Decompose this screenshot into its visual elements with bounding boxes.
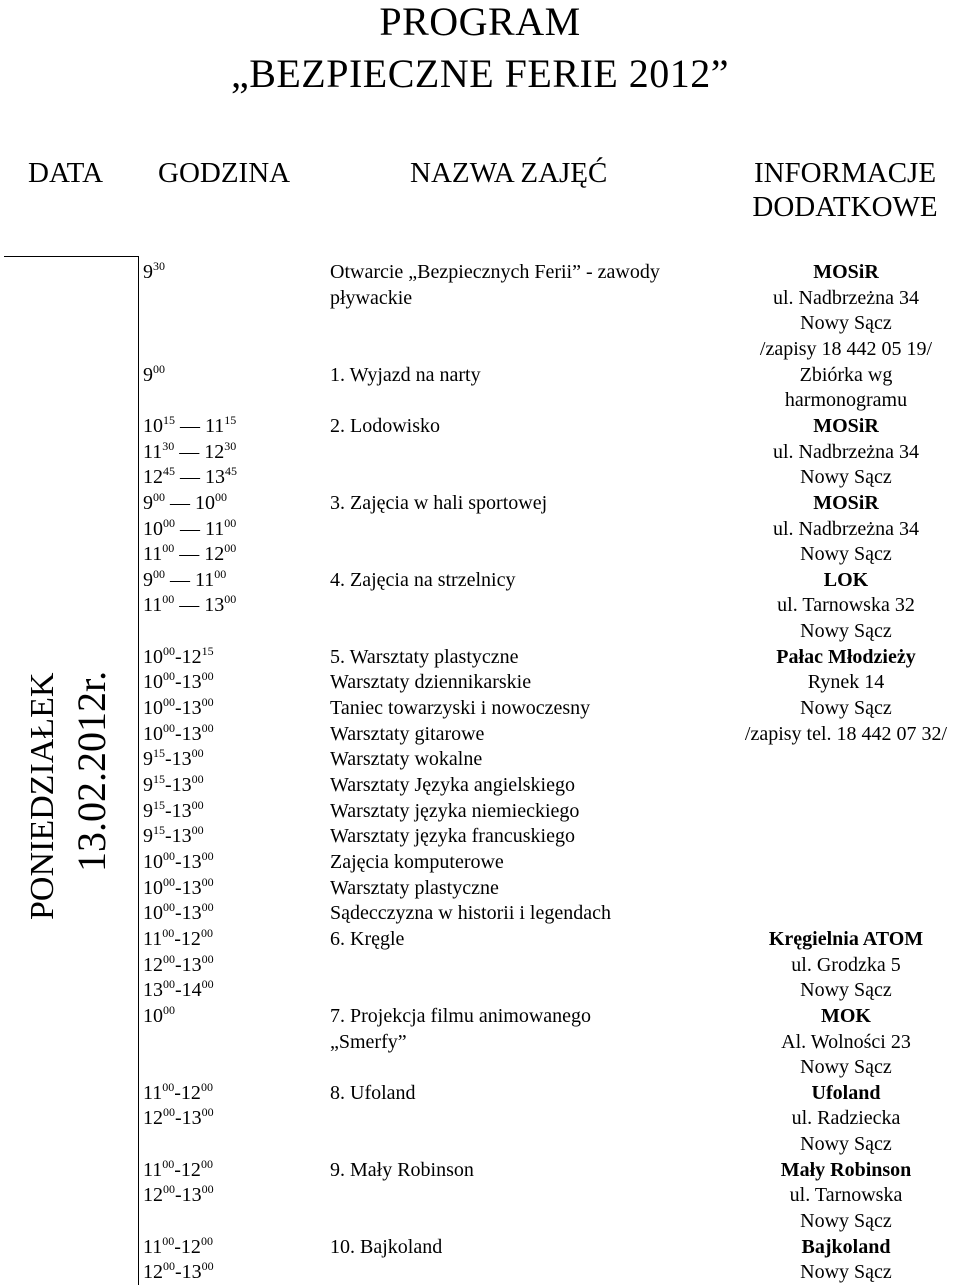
- activity-name: Warsztaty Języka angielskiego: [330, 774, 575, 796]
- time-cell: $10^{00}$: [143, 1002, 175, 1027]
- activity-name: 7. Projekcja filmu animowanego: [330, 1004, 592, 1027]
- info-cell: LOK: [823, 568, 869, 591]
- time-cell: $11^{00}-12^{00}$: [143, 1156, 213, 1181]
- activity-name: 3. Zajęcia w hali sportowej: [330, 491, 548, 514]
- info-cell: MOSiR: [813, 261, 879, 283]
- activity-name: 5. Warsztaty plastyczne: [330, 645, 519, 668]
- info-cell: Nowy Sącz: [800, 620, 892, 643]
- header-informacje: [720, 156, 960, 224]
- activity-name: 9. Mały Robinson: [330, 1158, 474, 1181]
- time-cell: $13^{00}-14^{00}$: [143, 977, 214, 1002]
- time-cell: $10^{00}-13^{00}$: [143, 695, 214, 720]
- time-cell: $9^{15}-13^{00}$: [143, 823, 204, 848]
- date-label: 13.02.2012r.: [69, 670, 114, 872]
- time-cell: $9^{00}$ — $11^{00}$: [143, 566, 227, 591]
- activity-name: pływackie: [330, 286, 413, 309]
- time-cell: $10^{00}$ — $11^{00}$: [143, 515, 237, 540]
- info-cell: Nowy Sącz: [800, 312, 892, 335]
- time-cell: $9^{15}-13^{00}$: [143, 797, 204, 822]
- time-cell: $10^{00}-13^{00}$: [143, 720, 214, 745]
- time-cell: $9^{15}-13^{00}$: [143, 746, 204, 771]
- info-cell: /zapisy 18 442 05 19/: [759, 337, 933, 360]
- time-cell: $11^{00}-12^{00}$: [143, 925, 213, 950]
- info-cell: harmonogramu: [784, 389, 908, 412]
- time-cell: $12^{00}-13^{00}$: [143, 1259, 214, 1284]
- activity-name: Warsztaty plastyczne: [330, 876, 499, 899]
- activity-name: Warsztaty języka niemieckiego: [330, 799, 580, 822]
- info-cell: MOSiR: [813, 414, 879, 437]
- time-cell: $9^{00}$: [143, 361, 165, 386]
- time-cell: $10^{00}-12^{15}$: [143, 643, 214, 668]
- info-cell: Kręgielnia ATOM: [768, 927, 924, 950]
- info-cell: ul. Grodzka 5: [791, 953, 901, 976]
- activity-name: 8. Ufoland: [330, 1081, 416, 1104]
- info-cell: ul. Nadbrzeżna 34: [772, 440, 920, 463]
- activity-name: Warsztaty wokalne: [330, 748, 483, 771]
- time-cell: $11^{30}$ — $12^{30}$: [143, 438, 237, 463]
- info-cell: /zapisy tel. 18 442 07 32/: [744, 722, 948, 745]
- info-cell: Pałac Młodzieży: [776, 645, 916, 668]
- time-cell: $9^{30}$: [143, 259, 165, 283]
- activity-name: 6. Kręgle: [330, 927, 405, 950]
- divider: [4, 256, 138, 257]
- page-subtitle: „BEZPIECZNE FERIE 2012”: [230, 51, 730, 96]
- activity-name: Warsztaty gitarowe: [330, 722, 485, 745]
- info-cell: MOSiR: [813, 491, 879, 514]
- time-cell: $10^{00}-13^{00}$: [143, 669, 214, 694]
- info-cell: Rynek 14: [807, 671, 885, 694]
- info-cell: Zbiórka wg: [799, 363, 893, 386]
- column-divider: [138, 256, 139, 1285]
- page-title: PROGRAM: [379, 0, 581, 44]
- activity-name: Warsztaty dziennikarskie: [330, 671, 532, 694]
- activity-name: 1. Wyjazd na narty: [330, 363, 481, 386]
- info-cell: Nowy Sącz: [800, 1133, 892, 1156]
- time-cell: $12^{00}-13^{00}$: [143, 1105, 214, 1130]
- info-cell: Ufoland: [811, 1081, 881, 1104]
- time-cell: $9^{00}$ — $10^{00}$: [143, 489, 227, 514]
- time-cell: $10^{00}-13^{00}$: [143, 900, 214, 925]
- info-cell: Mały Robinson: [780, 1158, 912, 1181]
- info-cell: ul. Nadbrzeżna 34: [772, 517, 920, 540]
- activity-name: Zajęcia komputerowe: [330, 850, 504, 873]
- time-cell: $11^{00}$ — $12^{00}$: [143, 541, 237, 566]
- activity-name: 2. Lodowisko: [330, 414, 440, 437]
- activity-name: Taniec towarzyski i nowoczesny: [330, 697, 591, 720]
- info-cell: Nowy Sącz: [800, 979, 892, 1002]
- time-cell: $11^{00}-12^{00}$: [143, 1233, 213, 1258]
- info-cell: Nowy Sącz: [800, 697, 892, 720]
- activity-name: 4. Zajęcia na strzelnicy: [330, 568, 516, 591]
- info-cell: ul. Tarnowska 32: [777, 594, 915, 617]
- time-cell: $11^{00}-12^{00}$: [143, 1079, 213, 1104]
- info-cell: Bajkoland: [801, 1235, 891, 1258]
- info-cell: MOK: [821, 1004, 871, 1027]
- time-cell: $12^{00}-13^{00}$: [143, 951, 214, 976]
- info-cell: ul. Tarnowska: [789, 1184, 903, 1207]
- time-cell: $10^{00}-13^{00}$: [143, 848, 214, 873]
- info-cell: Nowy Sącz: [800, 466, 892, 489]
- activity-name: „Smerfy”: [330, 1030, 407, 1053]
- info-cell: Al. Wolności 23: [781, 1030, 911, 1053]
- info-cell: Nowy Sącz: [800, 1210, 892, 1233]
- header-info-line2: DODATKOWE: [752, 191, 938, 223]
- activity-name: Otwarcie „Bezpiecznych Ferii” - zawody: [330, 261, 660, 283]
- info-cell: ul. Nadbrzeżna 34: [772, 286, 920, 309]
- header-godzina: GODZINA: [158, 157, 291, 189]
- header-data: DATA: [28, 157, 104, 189]
- day-label: PONIEDZIAŁEK: [24, 672, 61, 920]
- time-cell: $12^{00}-13^{00}$: [143, 1182, 214, 1207]
- time-cell: $9^{15}-13^{00}$: [143, 772, 204, 796]
- info-cell: Nowy Sącz: [800, 543, 892, 566]
- header-nazwa: NAZWA ZAJĘĆ: [410, 157, 608, 189]
- time-cell: $10^{00}-13^{00}$: [143, 874, 214, 899]
- header-info-line1: INFORMACJE: [753, 157, 937, 189]
- info-cell: Nowy Sącz: [800, 1056, 892, 1079]
- time-cell: $11^{00}$ — $13^{00}$: [143, 592, 237, 617]
- activity-name: 10. Bajkoland: [330, 1235, 443, 1258]
- activity-name: Warsztaty języka francuskiego: [330, 825, 575, 848]
- time-cell: $12^{45}$ — $13^{45}$: [143, 464, 237, 489]
- time-cell: $10^{15}$ — $11^{15}$: [143, 412, 237, 437]
- activity-name: Sądecczyzna w historii i legendach: [330, 902, 611, 925]
- info-cell: Nowy Sącz: [800, 1261, 892, 1284]
- info-cell: ul. Radziecka: [791, 1107, 901, 1130]
